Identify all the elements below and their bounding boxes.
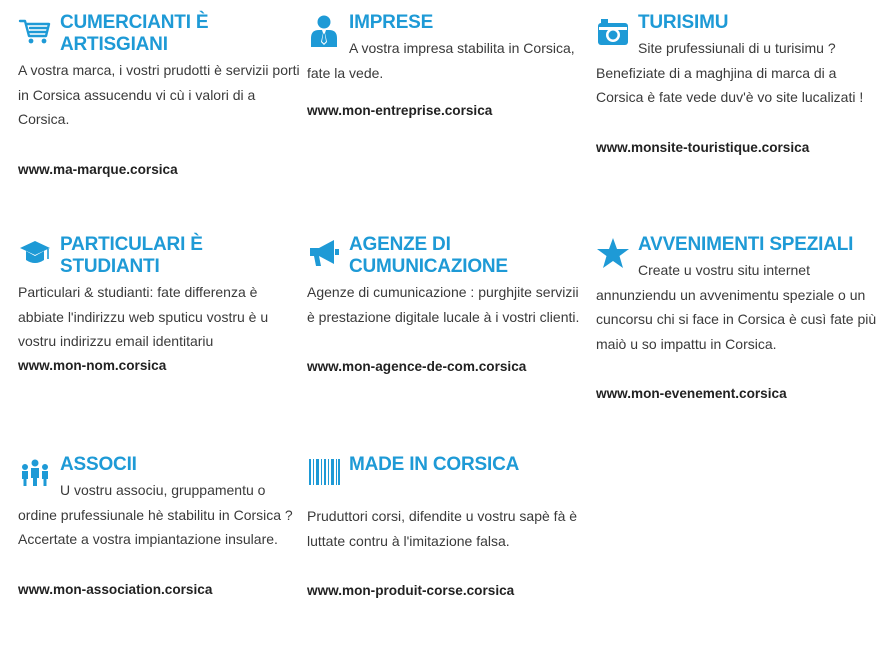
card-url-link[interactable]: www.monsite-touristique.corsica (596, 139, 810, 155)
card-particulari (18, 234, 300, 378)
card-avvenimenti (596, 234, 878, 406)
graduation-cap-icon (18, 236, 52, 270)
card-title: IMPRESE (349, 12, 434, 33)
card-url-link[interactable]: www.mon-entreprise.corsica (307, 103, 493, 118)
card-url-link[interactable]: www.mon-produit-corse.corsica (307, 583, 515, 598)
barcode-icon (307, 456, 341, 490)
megaphone-icon (307, 236, 341, 270)
card-description: Create u vostru situ internet annunziendu un avvenimentu speziale o un cuncorsu chi si face in Corsica è cusì fate più maiò u so impattu in Corsica. (596, 262, 877, 352)
card-title: ASSOCII (60, 454, 137, 475)
card-title: PARTICULARI È STUDIANTI (60, 234, 203, 277)
card-header (18, 234, 300, 278)
card-url-link[interactable]: www.mon-evenement.corsica (596, 386, 787, 401)
card-description: Pruduttori corsi, difendite u vostru sapè fà è luttate contru à l'imitazione falsa. (307, 508, 578, 549)
business-person-icon (307, 14, 341, 48)
card-description: Agenze di cumunicazione : purghjite servizii è prestazione digitale lucale à i vostri clienti. (307, 284, 580, 325)
people-group-icon (18, 456, 52, 490)
card-url-link[interactable]: www.ma-marque.corsica (18, 161, 178, 177)
card-made-in-corsica (307, 454, 589, 603)
card-description: U vostru associu, gruppamentu o ordine prufessiunale hè stabilitu in Corsica ? Accertate a vostra impiantazione insulare. (18, 482, 293, 547)
card-description: Site prufessiunali di u turisimu ? Benefiziate di a maghjina di marca di a Corsica è fate vede duv'è vo site lucalizati ! (596, 40, 864, 105)
card-url-link[interactable]: www.mon-nom.corsica (18, 357, 167, 373)
star-icon (596, 236, 630, 270)
shopping-cart-icon (18, 14, 52, 48)
card-title: AVVENIMENTI SPEZIALI (638, 234, 854, 255)
card-turisimu (596, 12, 878, 160)
card-title: MADE IN CORSICA (349, 454, 520, 475)
card-header (18, 12, 300, 56)
card-header (307, 12, 589, 36)
card-agenze (307, 234, 589, 379)
card-imprese (307, 12, 589, 123)
card-header (18, 454, 300, 478)
card-header (307, 234, 589, 278)
card-header (596, 234, 878, 258)
camera-icon (596, 14, 630, 48)
card-title: AGENZE DI CUMUNICAZIONE (349, 234, 508, 277)
card-header (307, 454, 589, 478)
card-url-link[interactable]: www.mon-association.corsica (18, 581, 213, 597)
card-header (596, 12, 878, 36)
card-title: CUMERCIANTI È ARTISGIANI (60, 12, 209, 55)
card-url-link[interactable]: www.mon-agence-de-com.corsica (307, 359, 527, 374)
card-description: A vostra impresa stabilita in Corsica, fate la vede. (307, 40, 575, 81)
card-cumercianti (18, 12, 300, 182)
card-description: A vostra marca, i vostri prudotti è servizii porti in Corsica assucendu vi cù i valori di a Corsica. (18, 62, 300, 127)
card-description: Particulari & studianti: fate differenza è abbiate l'indirizzu web sputicu vostru è u vostru indirizzu email identitariu (18, 284, 269, 349)
card-title: TURISIMU (638, 12, 729, 33)
card-associi (18, 454, 300, 602)
